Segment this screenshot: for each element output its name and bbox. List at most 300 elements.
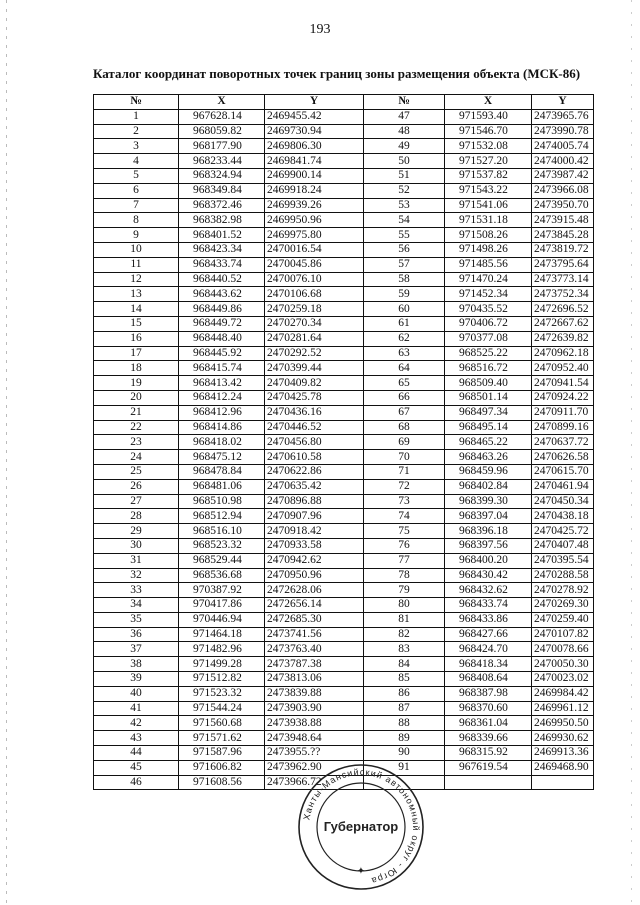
x-left: 968475.12 bbox=[179, 450, 265, 465]
point-number-left: 15 bbox=[94, 316, 179, 331]
header-num-left: № bbox=[94, 95, 179, 110]
point-number-left: 36 bbox=[94, 627, 179, 642]
table-row bbox=[94, 272, 594, 287]
header-y-right: Y bbox=[532, 95, 594, 110]
y-right bbox=[532, 775, 594, 790]
table-row bbox=[94, 464, 594, 479]
x-right: 968397.04 bbox=[445, 509, 532, 524]
point-number-left: 6 bbox=[94, 183, 179, 198]
table-row bbox=[94, 583, 594, 598]
point-number-left: 11 bbox=[94, 257, 179, 272]
y-right: 2470278.92 bbox=[532, 583, 594, 598]
point-number-left: 29 bbox=[94, 524, 179, 539]
point-number-left: 42 bbox=[94, 716, 179, 731]
x-right: 971541.06 bbox=[445, 198, 532, 213]
point-number-left: 24 bbox=[94, 450, 179, 465]
x-right: 971508.26 bbox=[445, 228, 532, 243]
header-y-left: Y bbox=[265, 95, 364, 110]
point-number-left: 27 bbox=[94, 494, 179, 509]
x-left: 968382.98 bbox=[179, 213, 265, 228]
point-number-right: 66 bbox=[364, 390, 445, 405]
point-number-right: 72 bbox=[364, 479, 445, 494]
x-right: 968361.04 bbox=[445, 716, 532, 731]
x-right: 971546.70 bbox=[445, 124, 532, 139]
point-number-right: 63 bbox=[364, 346, 445, 361]
y-left: 2470270.34 bbox=[265, 316, 364, 331]
y-left: 2470456.80 bbox=[265, 435, 364, 450]
point-number-right: 60 bbox=[364, 302, 445, 317]
point-number-left: 4 bbox=[94, 154, 179, 169]
x-left: 968413.42 bbox=[179, 376, 265, 391]
y-right: 2470899.16 bbox=[532, 420, 594, 435]
y-right: 2470461.94 bbox=[532, 479, 594, 494]
y-right: 2470407.48 bbox=[532, 538, 594, 553]
x-right: 971537.82 bbox=[445, 168, 532, 183]
y-right: 2473845.28 bbox=[532, 228, 594, 243]
x-right: 968459.96 bbox=[445, 464, 532, 479]
x-right: 968339.66 bbox=[445, 731, 532, 746]
point-number-right: 68 bbox=[364, 420, 445, 435]
point-number-right: 79 bbox=[364, 583, 445, 598]
y-left: 2473962.90 bbox=[265, 760, 364, 775]
y-right: 2469984.42 bbox=[532, 686, 594, 701]
point-number-left: 10 bbox=[94, 242, 179, 257]
point-number-left: 34 bbox=[94, 598, 179, 613]
y-left: 2470918.42 bbox=[265, 524, 364, 539]
x-left: 968059.82 bbox=[179, 124, 265, 139]
x-left: 968349.84 bbox=[179, 183, 265, 198]
y-left: 2470281.64 bbox=[265, 331, 364, 346]
x-right: 971531.18 bbox=[445, 213, 532, 228]
point-number-right: 85 bbox=[364, 672, 445, 687]
point-number-left: 30 bbox=[94, 538, 179, 553]
point-number-left: 40 bbox=[94, 686, 179, 701]
y-right: 2473795.64 bbox=[532, 257, 594, 272]
table-row bbox=[94, 435, 594, 450]
point-number-right: 65 bbox=[364, 376, 445, 391]
x-left: 970387.92 bbox=[179, 583, 265, 598]
x-left: 971587.96 bbox=[179, 746, 265, 761]
point-number-left: 17 bbox=[94, 346, 179, 361]
y-left: 2472656.14 bbox=[265, 598, 364, 613]
x-left: 968510.98 bbox=[179, 494, 265, 509]
x-right: 968370.60 bbox=[445, 701, 532, 716]
table-row bbox=[94, 538, 594, 553]
y-left: 2473787.38 bbox=[265, 657, 364, 672]
y-right: 2470259.40 bbox=[532, 612, 594, 627]
y-left: 2469939.26 bbox=[265, 198, 364, 213]
point-number-left: 12 bbox=[94, 272, 179, 287]
x-right: 968397.56 bbox=[445, 538, 532, 553]
y-left: 2470045.86 bbox=[265, 257, 364, 272]
page-number: 193 bbox=[309, 22, 331, 37]
point-number-left: 16 bbox=[94, 331, 179, 346]
y-left: 2473741.56 bbox=[265, 627, 364, 642]
y-right: 2470637.72 bbox=[532, 435, 594, 450]
header-x-right: X bbox=[445, 95, 532, 110]
table-row bbox=[94, 228, 594, 243]
point-number-left: 18 bbox=[94, 361, 179, 376]
y-right: 2470438.18 bbox=[532, 509, 594, 524]
table-row bbox=[94, 746, 594, 761]
x-left: 968512.94 bbox=[179, 509, 265, 524]
table-row bbox=[94, 553, 594, 568]
point-number-right: 50 bbox=[364, 154, 445, 169]
y-left: 2470622.86 bbox=[265, 464, 364, 479]
y-left: 2470907.96 bbox=[265, 509, 364, 524]
x-left: 968414.86 bbox=[179, 420, 265, 435]
y-right: 2472639.82 bbox=[532, 331, 594, 346]
y-right: 2473966.08 bbox=[532, 183, 594, 198]
point-number-right: 81 bbox=[364, 612, 445, 627]
point-number-left: 20 bbox=[94, 390, 179, 405]
x-left: 968523.32 bbox=[179, 538, 265, 553]
x-left: 968433.74 bbox=[179, 257, 265, 272]
table-row bbox=[94, 183, 594, 198]
y-right: 2474005.74 bbox=[532, 139, 594, 154]
table-row bbox=[94, 376, 594, 391]
point-number-left: 43 bbox=[94, 731, 179, 746]
table-row bbox=[94, 331, 594, 346]
point-number-right: 57 bbox=[364, 257, 445, 272]
x-left: 968423.34 bbox=[179, 242, 265, 257]
y-left: 2470409.82 bbox=[265, 376, 364, 391]
x-right: 970406.72 bbox=[445, 316, 532, 331]
point-number-left: 7 bbox=[94, 198, 179, 213]
y-right: 2470288.58 bbox=[532, 568, 594, 583]
point-number-right: 74 bbox=[364, 509, 445, 524]
stamp-center-text: Губернатор bbox=[323, 819, 399, 834]
x-left: 967628.14 bbox=[179, 109, 265, 124]
point-number-left: 25 bbox=[94, 464, 179, 479]
x-right: 968516.72 bbox=[445, 361, 532, 376]
y-left: 2470933.58 bbox=[265, 538, 364, 553]
y-left: 2470425.78 bbox=[265, 390, 364, 405]
y-right: 2473819.72 bbox=[532, 242, 594, 257]
x-left: 968449.86 bbox=[179, 302, 265, 317]
point-number-right: 58 bbox=[364, 272, 445, 287]
x-right: 968430.42 bbox=[445, 568, 532, 583]
table-row bbox=[94, 627, 594, 642]
y-left: 2469950.96 bbox=[265, 213, 364, 228]
coordinates-table bbox=[93, 94, 594, 790]
svg-text:✦: ✦ bbox=[356, 866, 366, 877]
x-left: 971608.56 bbox=[179, 775, 265, 790]
y-right: 2469930.62 bbox=[532, 731, 594, 746]
x-right: 971527.20 bbox=[445, 154, 532, 169]
table-row bbox=[94, 716, 594, 731]
table-row bbox=[94, 302, 594, 317]
x-left: 971523.32 bbox=[179, 686, 265, 701]
x-left: 970446.94 bbox=[179, 612, 265, 627]
x-right: 968463.26 bbox=[445, 450, 532, 465]
table-row bbox=[94, 242, 594, 257]
point-number-left: 22 bbox=[94, 420, 179, 435]
point-number-right: 75 bbox=[364, 524, 445, 539]
y-left: 2473813.06 bbox=[265, 672, 364, 687]
y-left: 2469841.74 bbox=[265, 154, 364, 169]
x-left: 968233.44 bbox=[179, 154, 265, 169]
x-right: 968399.30 bbox=[445, 494, 532, 509]
scan-artifact-right bbox=[631, 0, 632, 905]
point-number-left: 21 bbox=[94, 405, 179, 420]
x-right: 968418.34 bbox=[445, 657, 532, 672]
point-number-right: 59 bbox=[364, 287, 445, 302]
y-left: 2470292.52 bbox=[265, 346, 364, 361]
y-right: 2470425.72 bbox=[532, 524, 594, 539]
point-number-right: 78 bbox=[364, 568, 445, 583]
x-left: 968324.94 bbox=[179, 168, 265, 183]
table-row bbox=[94, 168, 594, 183]
y-right: 2473987.42 bbox=[532, 168, 594, 183]
table-row bbox=[94, 568, 594, 583]
y-right: 2472667.62 bbox=[532, 316, 594, 331]
point-number-left: 41 bbox=[94, 701, 179, 716]
point-number-right: 76 bbox=[364, 538, 445, 553]
x-left: 968443.62 bbox=[179, 287, 265, 302]
table-row bbox=[94, 642, 594, 657]
y-left: 2470896.88 bbox=[265, 494, 364, 509]
governor-seal-stamp bbox=[296, 762, 426, 892]
table-row bbox=[94, 672, 594, 687]
point-number-right: 61 bbox=[364, 316, 445, 331]
y-right: 2473950.70 bbox=[532, 198, 594, 213]
x-left: 968516.10 bbox=[179, 524, 265, 539]
y-left: 2469455.42 bbox=[265, 109, 364, 124]
y-left: 2473966.72 bbox=[265, 775, 364, 790]
x-right: 968400.20 bbox=[445, 553, 532, 568]
y-right: 2470626.58 bbox=[532, 450, 594, 465]
y-right: 2473965.76 bbox=[532, 109, 594, 124]
point-number-right: 71 bbox=[364, 464, 445, 479]
y-right: 2470941.54 bbox=[532, 376, 594, 391]
point-number-right: 77 bbox=[364, 553, 445, 568]
point-number-right: 54 bbox=[364, 213, 445, 228]
point-number-left: 13 bbox=[94, 287, 179, 302]
x-right: 968433.74 bbox=[445, 598, 532, 613]
table-row bbox=[94, 109, 594, 124]
y-left: 2473948.64 bbox=[265, 731, 364, 746]
table-row bbox=[94, 213, 594, 228]
y-left: 2469975.80 bbox=[265, 228, 364, 243]
x-right: 968497.34 bbox=[445, 405, 532, 420]
table-row bbox=[94, 420, 594, 435]
point-number-left: 32 bbox=[94, 568, 179, 583]
y-left: 2473763.40 bbox=[265, 642, 364, 657]
x-right: 968424.70 bbox=[445, 642, 532, 657]
x-right: 968408.64 bbox=[445, 672, 532, 687]
point-number-right: 89 bbox=[364, 731, 445, 746]
y-left: 2469918.24 bbox=[265, 183, 364, 198]
y-left: 2470399.44 bbox=[265, 361, 364, 376]
point-number-left: 26 bbox=[94, 479, 179, 494]
point-number-right: 82 bbox=[364, 627, 445, 642]
point-number-left: 3 bbox=[94, 139, 179, 154]
point-number-right: 55 bbox=[364, 228, 445, 243]
y-right: 2469950.50 bbox=[532, 716, 594, 731]
x-right: 971498.26 bbox=[445, 242, 532, 257]
table-row bbox=[94, 686, 594, 701]
x-left: 971512.82 bbox=[179, 672, 265, 687]
x-left: 971571.62 bbox=[179, 731, 265, 746]
y-left: 2470610.58 bbox=[265, 450, 364, 465]
x-right: 968509.40 bbox=[445, 376, 532, 391]
table-row bbox=[94, 154, 594, 169]
y-left: 2470635.42 bbox=[265, 479, 364, 494]
table-row bbox=[94, 257, 594, 272]
y-left: 2470106.68 bbox=[265, 287, 364, 302]
x-right: 968433.86 bbox=[445, 612, 532, 627]
x-left: 968412.96 bbox=[179, 405, 265, 420]
point-number-right: 64 bbox=[364, 361, 445, 376]
y-right: 2469468.90 bbox=[532, 760, 594, 775]
point-number-left: 37 bbox=[94, 642, 179, 657]
y-left: 2473839.88 bbox=[265, 686, 364, 701]
y-left: 2470446.52 bbox=[265, 420, 364, 435]
y-left: 2473938.88 bbox=[265, 716, 364, 731]
y-left: 2472685.30 bbox=[265, 612, 364, 627]
point-number-right: 73 bbox=[364, 494, 445, 509]
table-row bbox=[94, 479, 594, 494]
x-left: 968372.46 bbox=[179, 198, 265, 213]
table-row bbox=[94, 509, 594, 524]
point-number-left: 39 bbox=[94, 672, 179, 687]
x-right: 971543.22 bbox=[445, 183, 532, 198]
y-right: 2473752.34 bbox=[532, 287, 594, 302]
y-left: 2470436.16 bbox=[265, 405, 364, 420]
x-right: 968387.98 bbox=[445, 686, 532, 701]
table-row bbox=[94, 657, 594, 672]
y-left: 2470259.18 bbox=[265, 302, 364, 317]
x-left: 971544.24 bbox=[179, 701, 265, 716]
table-row bbox=[94, 731, 594, 746]
y-right: 2469961.12 bbox=[532, 701, 594, 716]
point-number-right: 49 bbox=[364, 139, 445, 154]
y-right: 2470952.40 bbox=[532, 361, 594, 376]
header-num-right: № bbox=[364, 95, 445, 110]
y-right: 2470395.54 bbox=[532, 553, 594, 568]
y-right: 2474000.42 bbox=[532, 154, 594, 169]
x-left: 968401.52 bbox=[179, 228, 265, 243]
y-right: 2470911.70 bbox=[532, 405, 594, 420]
table-row bbox=[94, 124, 594, 139]
table-row bbox=[94, 450, 594, 465]
point-number-right: 88 bbox=[364, 716, 445, 731]
point-number-right: 62 bbox=[364, 331, 445, 346]
x-right: 968432.62 bbox=[445, 583, 532, 598]
x-left: 968449.72 bbox=[179, 316, 265, 331]
point-number-left: 31 bbox=[94, 553, 179, 568]
table-row bbox=[94, 316, 594, 331]
y-left: 2470016.54 bbox=[265, 242, 364, 257]
x-left: 971606.82 bbox=[179, 760, 265, 775]
y-left: 2469806.30 bbox=[265, 139, 364, 154]
point-number-right: 80 bbox=[364, 598, 445, 613]
x-left: 971499.28 bbox=[179, 657, 265, 672]
x-left: 968415.74 bbox=[179, 361, 265, 376]
table-row bbox=[94, 701, 594, 716]
table-row bbox=[94, 390, 594, 405]
y-left: 2473903.90 bbox=[265, 701, 364, 716]
table-row bbox=[94, 612, 594, 627]
point-number-left: 9 bbox=[94, 228, 179, 243]
point-number-left: 44 bbox=[94, 746, 179, 761]
table-header-row bbox=[94, 95, 594, 110]
x-left: 968440.52 bbox=[179, 272, 265, 287]
y-right: 2470924.22 bbox=[532, 390, 594, 405]
x-left: 971464.18 bbox=[179, 627, 265, 642]
x-right: 968427.66 bbox=[445, 627, 532, 642]
point-number-left: 45 bbox=[94, 760, 179, 775]
point-number-left: 23 bbox=[94, 435, 179, 450]
y-left: 2470076.10 bbox=[265, 272, 364, 287]
x-left: 970417.86 bbox=[179, 598, 265, 613]
point-number-right: 83 bbox=[364, 642, 445, 657]
point-number-left: 8 bbox=[94, 213, 179, 228]
x-right: 968315.92 bbox=[445, 746, 532, 761]
y-left: 2472628.06 bbox=[265, 583, 364, 598]
x-right: 968501.14 bbox=[445, 390, 532, 405]
x-left: 968177.90 bbox=[179, 139, 265, 154]
point-number-right: 51 bbox=[364, 168, 445, 183]
x-right: 967619.54 bbox=[445, 760, 532, 775]
point-number-left: 46 bbox=[94, 775, 179, 790]
header-x-left: X bbox=[179, 95, 265, 110]
y-left: 2470950.96 bbox=[265, 568, 364, 583]
table-row bbox=[94, 287, 594, 302]
y-right: 2470269.30 bbox=[532, 598, 594, 613]
table-row bbox=[94, 405, 594, 420]
x-right: 968525.22 bbox=[445, 346, 532, 361]
y-left: 2469900.14 bbox=[265, 168, 364, 183]
point-number-right: 84 bbox=[364, 657, 445, 672]
y-left: 2469730.94 bbox=[265, 124, 364, 139]
x-left: 968529.44 bbox=[179, 553, 265, 568]
x-right: 971452.34 bbox=[445, 287, 532, 302]
point-number-left: 28 bbox=[94, 509, 179, 524]
y-right: 2470078.66 bbox=[532, 642, 594, 657]
point-number-right: 69 bbox=[364, 435, 445, 450]
x-left: 968445.92 bbox=[179, 346, 265, 361]
point-number-right: 47 bbox=[364, 109, 445, 124]
point-number-right: 52 bbox=[364, 183, 445, 198]
point-number-right: 70 bbox=[364, 450, 445, 465]
table-row bbox=[94, 494, 594, 509]
x-right: 971485.56 bbox=[445, 257, 532, 272]
point-number-left: 14 bbox=[94, 302, 179, 317]
point-number-left: 5 bbox=[94, 168, 179, 183]
x-left: 968536.68 bbox=[179, 568, 265, 583]
table-row bbox=[94, 198, 594, 213]
y-right: 2470450.34 bbox=[532, 494, 594, 509]
y-right: 2470107.82 bbox=[532, 627, 594, 642]
point-number-right: 56 bbox=[364, 242, 445, 257]
x-right: 971470.24 bbox=[445, 272, 532, 287]
y-right: 2473915.48 bbox=[532, 213, 594, 228]
x-left: 971482.96 bbox=[179, 642, 265, 657]
y-right: 2470962.18 bbox=[532, 346, 594, 361]
point-number-right: 53 bbox=[364, 198, 445, 213]
point-number-left: 38 bbox=[94, 657, 179, 672]
y-right: 2470050.30 bbox=[532, 657, 594, 672]
x-right bbox=[445, 775, 532, 790]
y-right: 2470615.70 bbox=[532, 464, 594, 479]
x-left: 968418.02 bbox=[179, 435, 265, 450]
stamp-ring-text: Ханты-Мансийский автономный округ - Югра bbox=[301, 766, 422, 887]
point-number-right: 91 bbox=[364, 760, 445, 775]
point-number-right: 48 bbox=[364, 124, 445, 139]
point-number-left: 35 bbox=[94, 612, 179, 627]
